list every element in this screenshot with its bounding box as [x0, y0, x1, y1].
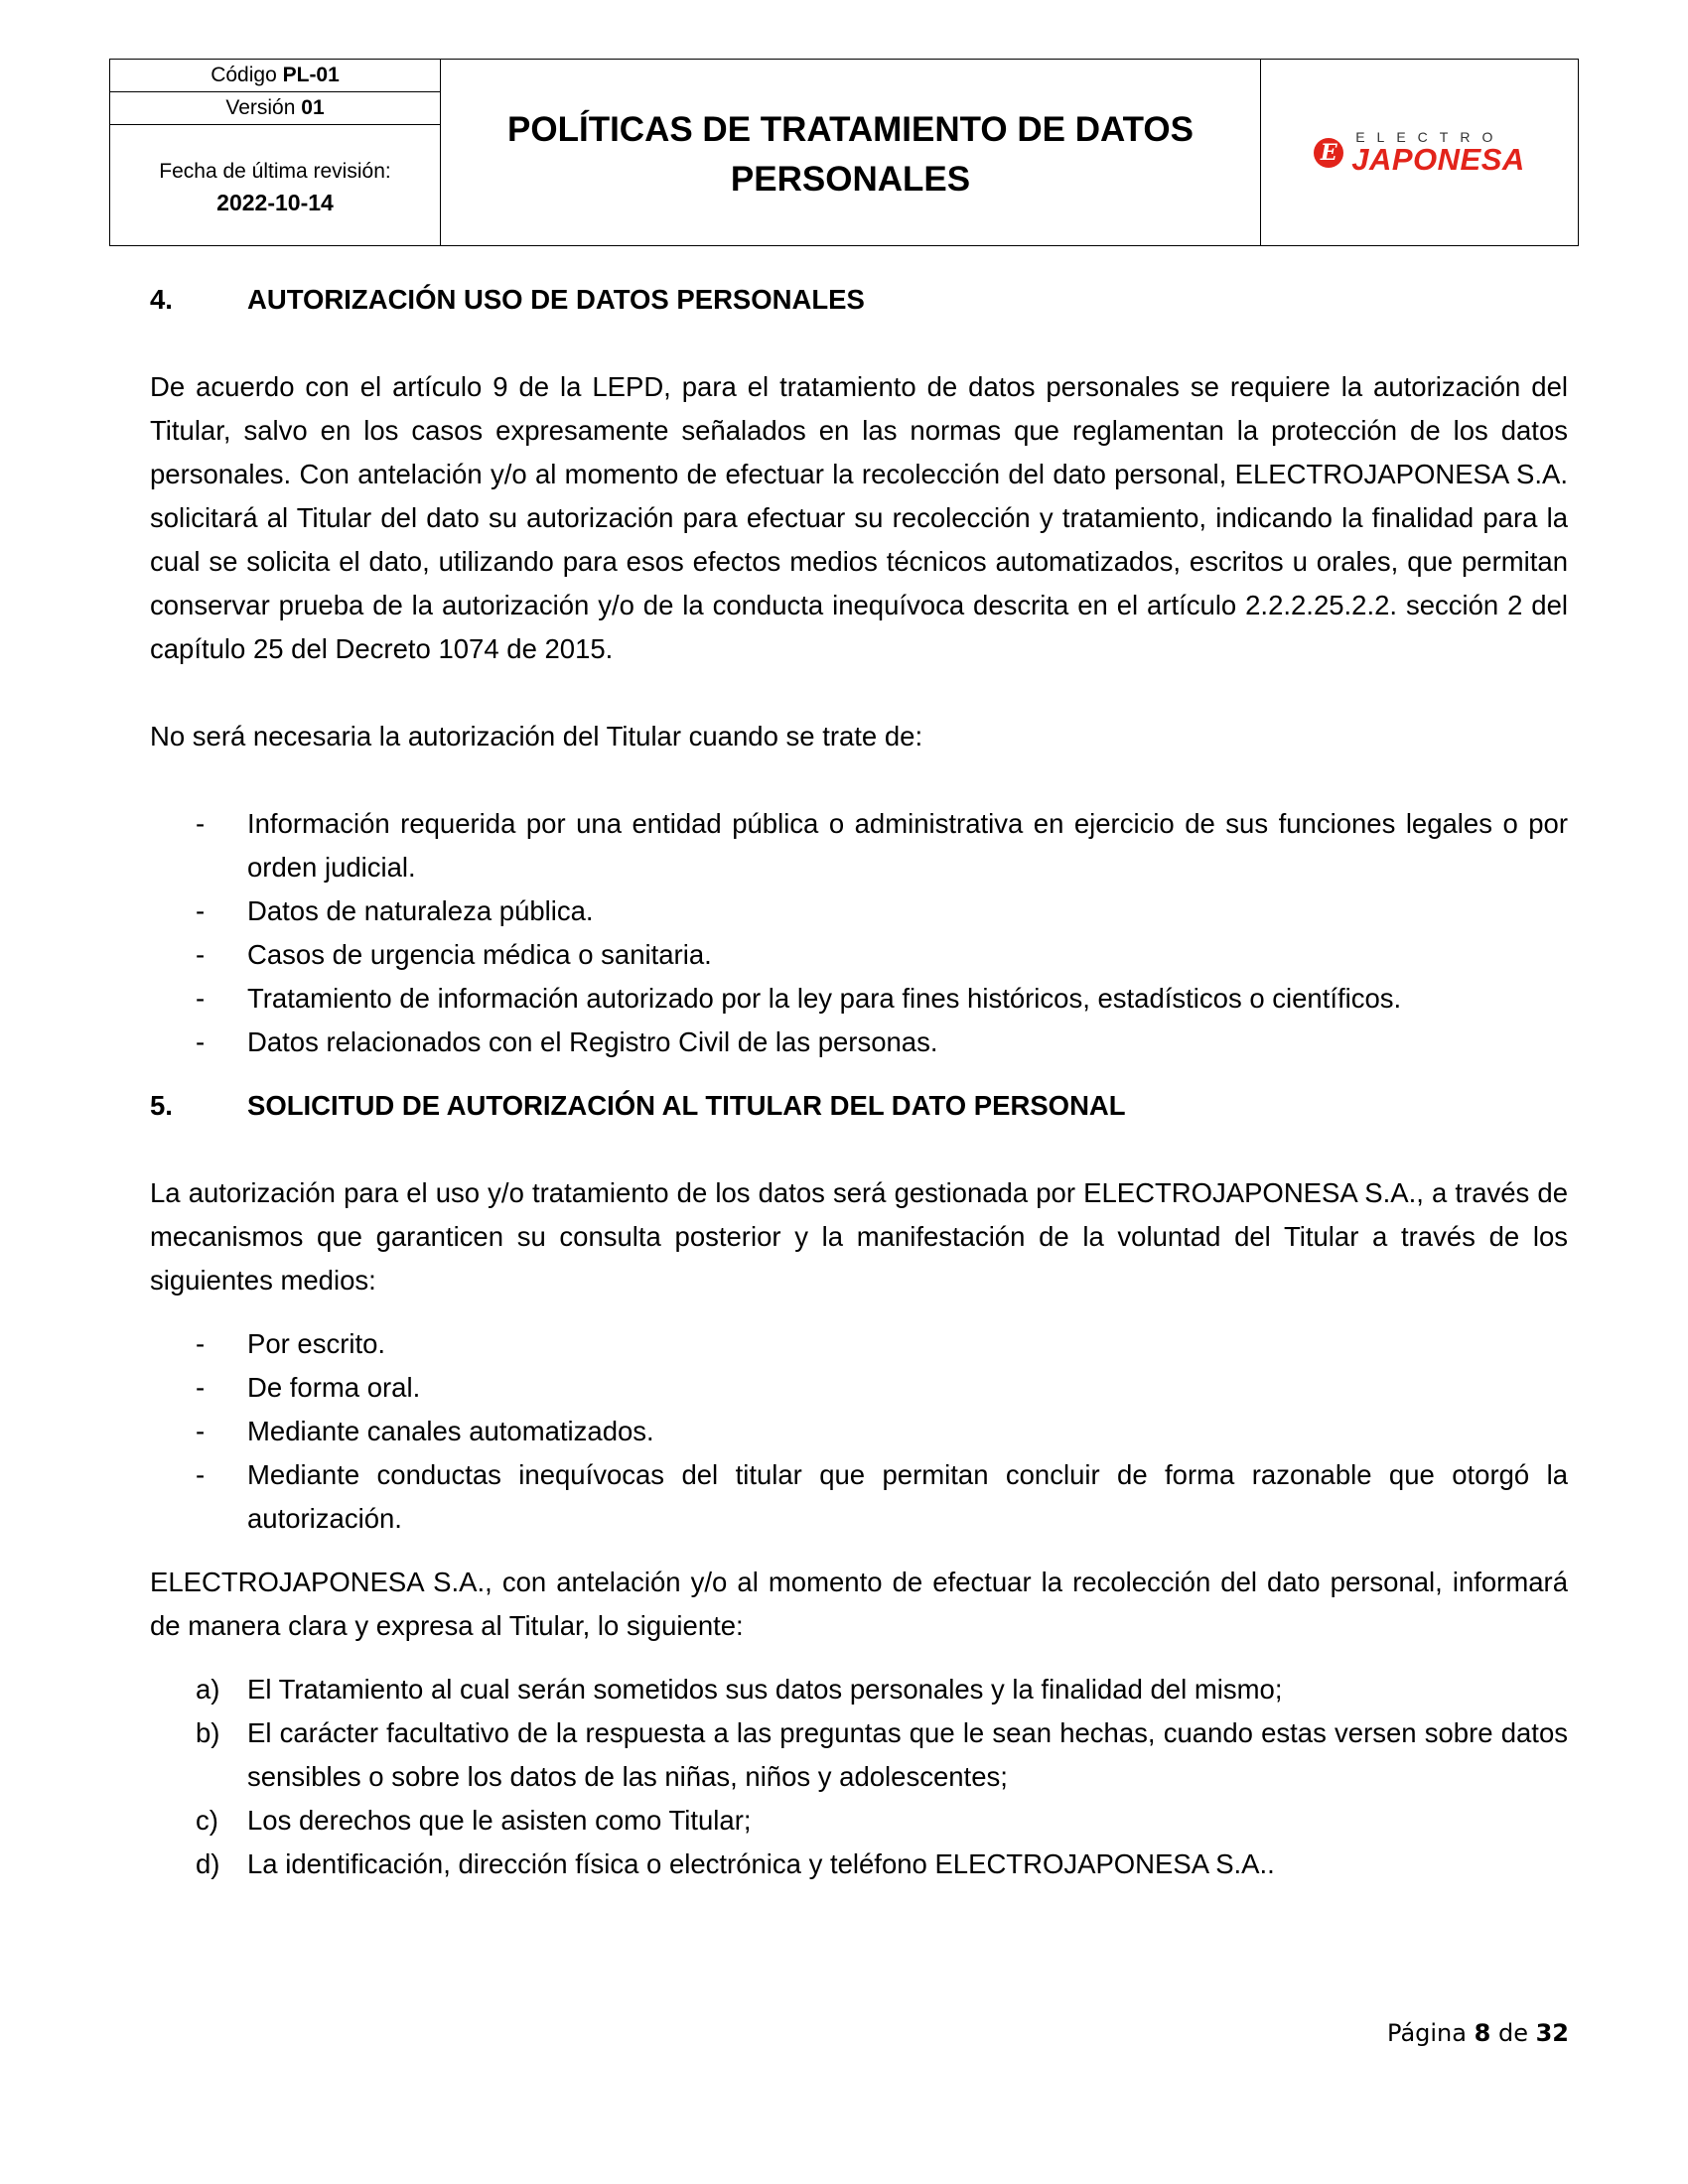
page-number: 8 [1474, 2019, 1491, 2047]
list-marker: - [196, 1459, 206, 1490]
list-item [150, 1322, 1568, 1366]
list-item [150, 1021, 1568, 1064]
list-marker: - [196, 1372, 206, 1403]
list-item [150, 977, 1568, 1021]
list-item-text: Mediante conductas inequívocas del titular que permitan concluir de forma razonable que otorgó la autorización. [247, 1459, 1568, 1534]
header-meta [110, 60, 441, 245]
codigo-row [110, 60, 440, 92]
list-marker: a) [196, 1674, 220, 1705]
list-marker: - [196, 939, 206, 970]
list-item-text: Información requerida por una entidad pública o administrativa en ejercicio de sus funciones legales o por orden judicial. [247, 808, 1568, 883]
list-marker: d) [196, 1848, 220, 1879]
list-item [150, 1366, 1568, 1410]
codigo-value: PL-01 [282, 64, 340, 87]
section-4-heading [150, 278, 1568, 322]
logo-wordmark [1351, 130, 1525, 175]
list-item-text: Datos relacionados con el Registro Civil de las personas. [247, 1026, 938, 1057]
list-item-text: La identificación, dirección física o electrónica y teléfono ELECTROJAPONESA S.A.. [247, 1848, 1275, 1879]
list-item-text: De forma oral. [247, 1372, 421, 1403]
list-item [150, 1410, 1568, 1453]
section-number: 5. [150, 1090, 173, 1121]
document-title [441, 60, 1261, 245]
spacer [150, 1064, 1568, 1084]
means-list [150, 1322, 1568, 1541]
spacer [150, 322, 1568, 365]
paragraph: ELECTROJAPONESA S.A., con antelación y/o al momento de efectuar la recolección del dato personal, informará de manera clara y expresa al Titular, lo siguiente: [150, 1567, 1568, 1641]
list-item [150, 1453, 1568, 1541]
version-value: 01 [301, 96, 325, 120]
version-row [110, 92, 440, 125]
paragraph: La autorización para el uso y/o tratamiento de los datos será gestionada por ELECTROJAPONESA S.A., a través de mecanismos que garanticen su consulta posterior y la manifestación de la voluntad del Titular a través de los siguientes medios: [150, 1177, 1568, 1296]
spacer [150, 758, 1568, 802]
list-marker: - [196, 983, 206, 1014]
logo-small-text: ELECTRO [1355, 129, 1505, 145]
fecha-label: Fecha de última revisión: [159, 160, 391, 184]
spacer [150, 1648, 1568, 1668]
fecha-value: 2022-10-14 [216, 190, 334, 216]
list-item-text: Casos de urgencia médica o sanitaria. [247, 939, 712, 970]
section-number: 4. [150, 284, 173, 315]
list-item [150, 1843, 1568, 1886]
list-item [150, 1711, 1568, 1799]
spacer [150, 1541, 1568, 1561]
list-item-text: Tratamiento de información autorizado por la ley para fines históricos, estadísticos o científicos. [247, 983, 1402, 1014]
list-marker: - [196, 1026, 206, 1057]
page-label: Página [1387, 2019, 1467, 2047]
page-footer [1387, 2019, 1569, 2047]
codigo-label: Código [211, 64, 277, 87]
company-logo [1314, 130, 1525, 175]
logo-mark-icon: E [1314, 138, 1343, 168]
list-item-text: Los derechos que le asisten como Titular; [247, 1805, 752, 1836]
paragraph: De acuerdo con el artículo 9 de la LEPD, para el tratamiento de datos personales se requiere la autorización del Titular, salvo en los casos expresamente señalados en las normas que reglamentan la protección de los datos personales. Con antelación y/o al momento de efectuar la recolección del dato personal, ELECTROJAPONESA S.A. solicitará al Titular del dato su autorización para efectuar su recolección y tratamiento, indicando la finalidad para la cual se solicita el dato, utilizando para esos efectos medios técnicos automatizados, escritos u orales, que permitan conservar prueba de la autorización y/o de la conducta inequívoca descrita en el artículo 2.2.2.25.2.2. sección 2 del capítulo 25 del Decreto 1074 de 2015. [150, 371, 1568, 664]
information-list [150, 1668, 1568, 1886]
list-item-text: Datos de naturaleza pública. [247, 895, 594, 926]
list-item [150, 889, 1568, 933]
exceptions-list [150, 802, 1568, 1064]
section-5-heading [150, 1084, 1568, 1128]
section-title: AUTORIZACIÓN USO DE DATOS PERSONALES [247, 284, 865, 315]
document-body [150, 278, 1568, 1886]
list-item-text: El Tratamiento al cual serán sometidos sus datos personales y la finalidad del mismo; [247, 1674, 1283, 1705]
list-marker: - [196, 895, 206, 926]
list-marker: - [196, 1416, 206, 1446]
list-marker: - [196, 1328, 206, 1359]
list-marker: c) [196, 1805, 218, 1836]
of-label: de [1497, 2019, 1528, 2047]
list-item [150, 1799, 1568, 1843]
title-line-2: PERSONALES [730, 159, 971, 199]
list-marker: - [196, 808, 206, 839]
list-item [150, 933, 1568, 977]
spacer [150, 1302, 1568, 1322]
list-item-text: Por escrito. [247, 1328, 386, 1359]
list-item [150, 802, 1568, 889]
section-title: SOLICITUD DE AUTORIZACIÓN AL TITULAR DEL DATO PERSONAL [247, 1090, 1126, 1121]
document-header [109, 59, 1579, 246]
list-item-text: Mediante canales automatizados. [247, 1416, 654, 1446]
version-label: Versión [225, 96, 296, 120]
spacer [150, 1128, 1568, 1171]
list-item [150, 1668, 1568, 1711]
spacer [150, 671, 1568, 715]
total-pages: 32 [1535, 2019, 1569, 2047]
list-item-text: El carácter facultativo de la respuesta a las preguntas que le sean hechas, cuando estas versen sobre datos sensibles o sobre los datos de las niñas, niños y adolescentes; [247, 1717, 1568, 1792]
logo-cell [1261, 60, 1578, 245]
logo-big-text: JAPONESA [1351, 142, 1525, 177]
paragraph: No será necesaria la autorización del Titular cuando se trate de: [150, 721, 923, 751]
fecha-row [110, 125, 440, 245]
title-line-1: POLÍTICAS DE TRATAMIENTO DE DATOS [507, 109, 1194, 149]
list-marker: b) [196, 1717, 220, 1748]
